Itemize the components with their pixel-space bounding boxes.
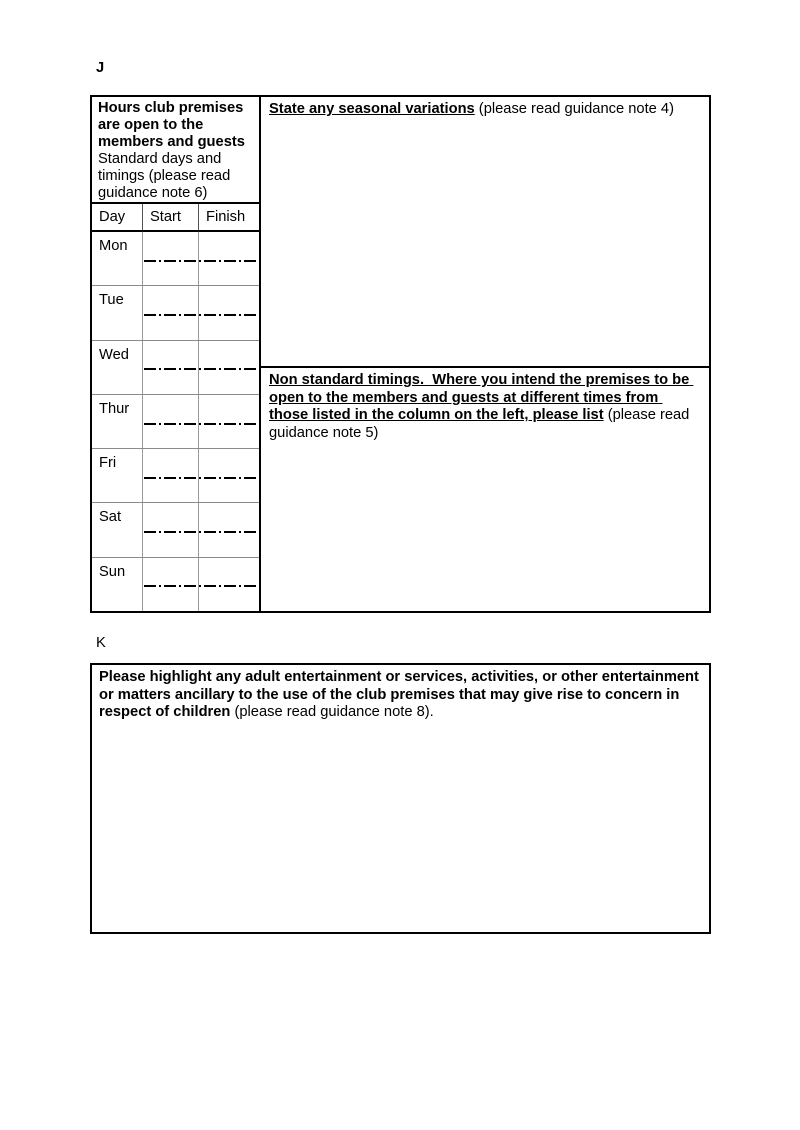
hours-heading-bold: Hours club premises are open to the members and guests bbox=[98, 100, 248, 150]
day-label: Sat bbox=[92, 503, 143, 556]
start-time-field[interactable] bbox=[143, 503, 199, 556]
children-concern-heading-normal: (please read guidance note 8). bbox=[230, 704, 434, 720]
start-time-field[interactable] bbox=[143, 341, 199, 394]
day-table-header-row bbox=[92, 204, 259, 232]
seasonal-variations-field[interactable] bbox=[269, 119, 701, 367]
hours-heading-cell bbox=[92, 97, 259, 204]
start-time-field[interactable] bbox=[143, 232, 199, 285]
time-fill-line bbox=[144, 585, 258, 587]
day-label: Sun bbox=[92, 558, 143, 611]
hours-heading-text bbox=[98, 100, 254, 202]
hours-section-table bbox=[90, 95, 711, 613]
finish-time-field[interactable] bbox=[199, 558, 259, 611]
day-row-sun bbox=[92, 558, 259, 611]
finish-time-field[interactable] bbox=[199, 341, 259, 394]
day-rows bbox=[92, 232, 259, 611]
finish-time-field[interactable] bbox=[199, 286, 259, 339]
seasonal-variations-cell bbox=[261, 97, 709, 368]
section-k-label: K bbox=[96, 635, 106, 651]
finish-time-field[interactable] bbox=[199, 449, 259, 502]
time-fill-line bbox=[144, 314, 258, 316]
start-time-field[interactable] bbox=[143, 395, 199, 448]
start-time-field[interactable] bbox=[143, 449, 199, 502]
start-time-field[interactable] bbox=[143, 558, 199, 611]
day-label: Fri bbox=[92, 449, 143, 502]
finish-time-field[interactable] bbox=[199, 395, 259, 448]
children-concern-heading bbox=[99, 669, 704, 722]
time-fill-line bbox=[144, 477, 258, 479]
day-row-thur bbox=[92, 395, 259, 449]
seasonal-heading-normal: (please read guidance note 4) bbox=[474, 101, 674, 117]
day-label: Wed bbox=[92, 341, 143, 394]
seasonal-heading-bold-underline: State any seasonal variations bbox=[269, 101, 475, 117]
non-standard-heading bbox=[269, 372, 701, 442]
time-fill-line bbox=[144, 531, 258, 533]
non-standard-heading-normal: (please read guidance note 5) bbox=[269, 407, 694, 441]
time-fill-line bbox=[144, 423, 258, 425]
finish-time-field[interactable] bbox=[199, 503, 259, 556]
non-standard-heading-bold-underline: Non standard timings. Where you intend the premises to be open to the members and guests at different times from those listed in the column on the left, please list bbox=[269, 372, 694, 423]
day-row-mon bbox=[92, 232, 259, 286]
day-row-sat bbox=[92, 503, 259, 557]
column-header-day: Day bbox=[92, 204, 143, 230]
non-standard-timings-cell bbox=[261, 368, 709, 611]
time-fill-line bbox=[144, 260, 258, 262]
day-row-fri bbox=[92, 449, 259, 503]
children-concern-box bbox=[90, 663, 711, 934]
time-fill-line bbox=[144, 368, 258, 370]
column-header-finish: Finish bbox=[206, 209, 246, 225]
section-j-label: J bbox=[96, 60, 105, 76]
hours-column bbox=[92, 97, 261, 611]
column-header-start: Start bbox=[143, 204, 199, 230]
day-label: Tue bbox=[92, 286, 143, 339]
day-label: Thur bbox=[92, 395, 143, 448]
finish-time-field[interactable] bbox=[199, 232, 259, 285]
day-label: Mon bbox=[92, 232, 143, 285]
non-standard-timings-field[interactable] bbox=[269, 442, 701, 611]
day-row-wed bbox=[92, 341, 259, 395]
hours-heading-normal: Standard days and timings (please read guidance note 6) bbox=[98, 134, 250, 201]
children-concern-field[interactable] bbox=[99, 722, 704, 933]
day-row-tue bbox=[92, 286, 259, 340]
start-time-field[interactable] bbox=[143, 286, 199, 339]
children-concern-heading-bold: Please highlight any adult entertainment or services, activities, or other entertainment or matters ancillary to the use of the club premises that may give rise to concern in respect of children bbox=[99, 669, 704, 720]
variations-column bbox=[261, 97, 709, 611]
seasonal-heading bbox=[269, 101, 701, 119]
